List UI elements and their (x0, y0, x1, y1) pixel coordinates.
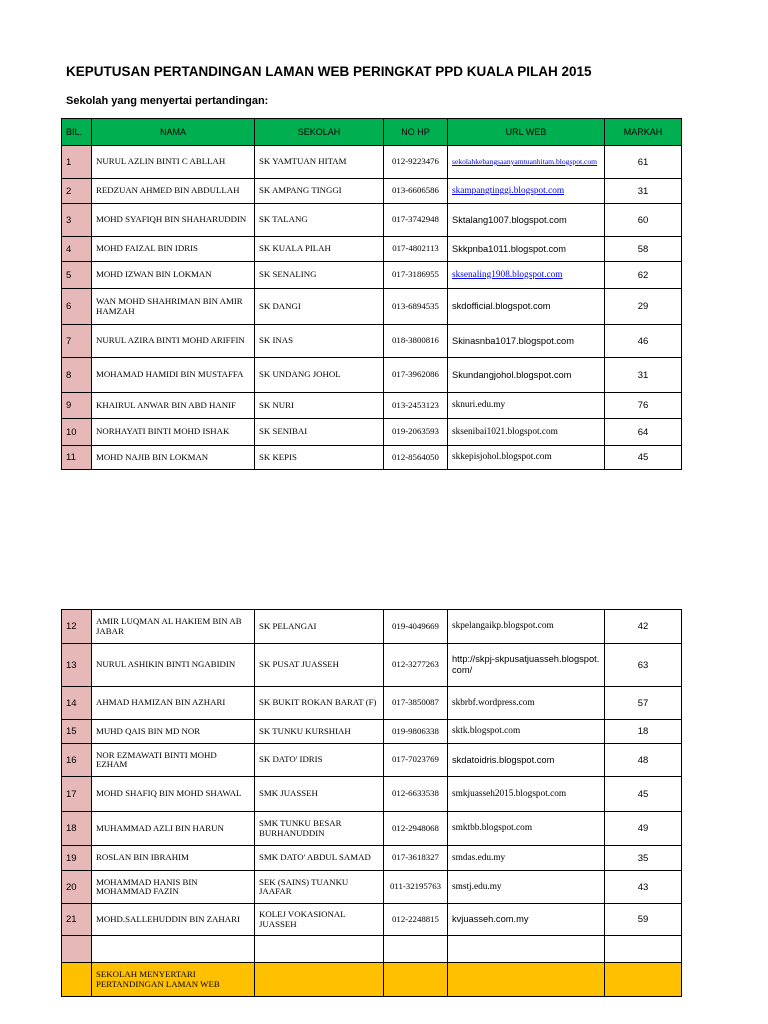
row-nama: MOHD FAIZAL BIN IDRIS (92, 237, 255, 262)
results-table-part-1 (61, 118, 682, 470)
row-no-hp: 019-9806338 (384, 720, 448, 744)
row-nama: REDZUAN AHMED BIN ABDULLAH (92, 179, 255, 204)
row-url-link[interactable]: sekolahkebangsaanyamtuanhitam.blogspot.com (448, 146, 605, 179)
row-markah: 35 (605, 846, 682, 871)
row-markah: 18 (605, 720, 682, 744)
row-no-hp: 018-3800816 (384, 325, 448, 358)
table-row (62, 812, 682, 846)
empty-cell (92, 936, 255, 963)
row-sekolah: SK TALANG (255, 204, 384, 237)
row-url: skkepisjohol.blogspot.com (448, 446, 605, 470)
row-sekolah: SK INAS (255, 325, 384, 358)
row-url: smktbb.blogspot.com (448, 812, 605, 846)
row-markah: 59 (605, 904, 682, 936)
footer-cell (448, 963, 605, 997)
row-url: http://skpj-skpusatjuasseh.blogspot.com/ (448, 644, 605, 687)
row-no-hp: 013-2453123 (384, 393, 448, 419)
row-sekolah: SK SENALING (255, 262, 384, 289)
row-url: skdatoidris.blogspot.com (448, 744, 605, 777)
row-bil: 15 (62, 720, 92, 744)
empty-cell (255, 936, 384, 963)
table-row (62, 289, 682, 325)
row-bil: 11 (62, 446, 92, 470)
row-markah: 29 (605, 289, 682, 325)
row-no-hp: 011-32195763 (384, 871, 448, 904)
row-bil: 10 (62, 419, 92, 446)
row-no-hp: 017-3850087 (384, 687, 448, 720)
table-row (62, 720, 682, 744)
row-bil (62, 936, 92, 963)
row-markah: 45 (605, 777, 682, 812)
table-row (62, 846, 682, 871)
row-no-hp: 017-3618327 (384, 846, 448, 871)
row-nama: MOHAMAD HAMIDI BIN MUSTAFFA (92, 358, 255, 393)
row-sekolah: SK TUNKU KURSHIAH (255, 720, 384, 744)
row-sekolah: SK PELANGAI (255, 610, 384, 644)
row-bil: 17 (62, 777, 92, 812)
table-row (62, 358, 682, 393)
row-nama: MOHD NAJIB BIN LOKMAN (92, 446, 255, 470)
row-no-hp: 019-2063593 (384, 419, 448, 446)
row-url: Skundangjohol.blogspot.com (448, 358, 605, 393)
row-url: skdofficial.blogspot.com (448, 289, 605, 325)
row-markah: 57 (605, 687, 682, 720)
row-no-hp: 012-2948068 (384, 812, 448, 846)
row-sekolah: SMK TUNKU BESAR BURHANUDDIN (255, 812, 384, 846)
row-markah: 63 (605, 644, 682, 687)
row-url: sknuri.edu.my (448, 393, 605, 419)
row-bil: 14 (62, 687, 92, 720)
row-no-hp: 017-7023769 (384, 744, 448, 777)
table-row (62, 871, 682, 904)
document-title: KEPUTUSAN PERTANDINGAN LAMAN WEB PERINGKAT PPD KUALA PILAH 2015 (66, 64, 592, 79)
row-bil: 2 (62, 179, 92, 204)
row-nama: NURUL ASHIKIN BINTI NGABIDIN (92, 644, 255, 687)
row-markah: 42 (605, 610, 682, 644)
row-sekolah: SK PUSAT JUASSEH (255, 644, 384, 687)
row-nama: NOR EZMAWATI BINTI MOHD EZHAM (92, 744, 255, 777)
row-nama: MOHD SHAFIQ BIN MOHD SHAWAL (92, 777, 255, 812)
empty-cell (384, 936, 448, 963)
row-no-hp: 012-8564050 (384, 446, 448, 470)
row-url: Skinasnba1017.blogspot.com (448, 325, 605, 358)
row-sekolah: SK SENIBAI (255, 419, 384, 446)
row-sekolah: SMK DATO' ABDUL SAMAD (255, 846, 384, 871)
row-bil: 5 (62, 262, 92, 289)
table-row (62, 687, 682, 720)
row-sekolah: SK KUALA PILAH (255, 237, 384, 262)
row-markah: 45 (605, 446, 682, 470)
header-sekolah: SEKOLAH (255, 119, 384, 146)
row-bil: 19 (62, 846, 92, 871)
row-no-hp: 019-4049669 (384, 610, 448, 644)
footer-bil-cell (62, 963, 92, 997)
row-markah: 31 (605, 358, 682, 393)
row-no-hp: 013-6606586 (384, 179, 448, 204)
document-subtitle: Sekolah yang menyertai pertandingan: (66, 95, 269, 107)
table-row (62, 744, 682, 777)
row-markah: 64 (605, 419, 682, 446)
row-bil: 16 (62, 744, 92, 777)
row-sekolah: SK UNDANG JOHOL (255, 358, 384, 393)
table-row (62, 644, 682, 687)
row-sekolah: SEK (SAINS) TUANKU JAAFAR (255, 871, 384, 904)
table-row (62, 610, 682, 644)
table-row (62, 237, 682, 262)
table-row (62, 904, 682, 936)
row-bil: 21 (62, 904, 92, 936)
table-row (62, 325, 682, 358)
row-no-hp: 012-9223476 (384, 146, 448, 179)
row-markah: 58 (605, 237, 682, 262)
empty-row (62, 936, 682, 963)
row-nama: ROSLAN BIN IBRAHIM (92, 846, 255, 871)
row-sekolah: SK KEPIS (255, 446, 384, 470)
table-row (62, 262, 682, 289)
row-nama: NURUL AZIRA BINTI MOHD ARIFFIN (92, 325, 255, 358)
row-nama: AHMAD HAMIZAN BIN AZHARI (92, 687, 255, 720)
row-markah: 62 (605, 262, 682, 289)
footer-cell (384, 963, 448, 997)
row-nama: MOHD.SALLEHUDDIN BIN ZAHARI (92, 904, 255, 936)
footer-cell (605, 963, 682, 997)
row-url: smdas.edu.my (448, 846, 605, 871)
results-table-part-2 (61, 609, 682, 997)
empty-cell (448, 936, 605, 963)
row-bil: 4 (62, 237, 92, 262)
header-bil: BIL. (62, 119, 92, 146)
row-no-hp: 012-3277263 (384, 644, 448, 687)
table-header-row (62, 119, 682, 146)
table-row (62, 419, 682, 446)
row-nama: NURUL AZLIN BINTI C ABLLAH (92, 146, 255, 179)
row-url: sktk.blogspot.com (448, 720, 605, 744)
row-bil: 12 (62, 610, 92, 644)
row-url: smkjuasseh2015.blogspot.com (448, 777, 605, 812)
row-nama: MUHD QAIS BIN MD NOR (92, 720, 255, 744)
row-nama: MOHAMMAD HANIS BIN MOHAMMAD FAZIN (92, 871, 255, 904)
row-markah: 31 (605, 179, 682, 204)
row-markah: 60 (605, 204, 682, 237)
row-sekolah: SK NURI (255, 393, 384, 419)
row-sekolah: SK DANGI (255, 289, 384, 325)
row-markah: 76 (605, 393, 682, 419)
row-nama: KHAIRUL ANWAR BIN ABD HANIF (92, 393, 255, 419)
row-markah: 61 (605, 146, 682, 179)
row-no-hp: 017-3186955 (384, 262, 448, 289)
row-nama: AMIR LUQMAN AL HAKIEM BIN AB JABAR (92, 610, 255, 644)
row-nama: WAN MOHD SHAHRIMAN BIN AMIR HAMZAH (92, 289, 255, 325)
row-nama: NORHAYATI BINTI MOHD ISHAK (92, 419, 255, 446)
row-bil: 6 (62, 289, 92, 325)
row-sekolah: SK BUKIT ROKAN BARAT (F) (255, 687, 384, 720)
table-row (62, 204, 682, 237)
header-url-web: URL WEB (448, 119, 605, 146)
row-bil: 9 (62, 393, 92, 419)
header-no-hp: NO HP (384, 119, 448, 146)
footer-label: SEKOLAH MENYERTARI PERTANDINGAN LAMAN WEB (92, 963, 255, 997)
table-row (62, 777, 682, 812)
row-bil: 7 (62, 325, 92, 358)
row-bil: 13 (62, 644, 92, 687)
row-url: skpelangaikp.blogspot.com (448, 610, 605, 644)
row-url: sksenibai1021.blogspot.com (448, 419, 605, 446)
footer-cell (255, 963, 384, 997)
header-nama: NAMA (92, 119, 255, 146)
row-nama: MOHD SYAFIQH BIN SHAHARUDDIN (92, 204, 255, 237)
footer-row (62, 963, 682, 997)
row-bil: 3 (62, 204, 92, 237)
row-url: smstj.edu.my (448, 871, 605, 904)
row-markah: 43 (605, 871, 682, 904)
table-row (62, 393, 682, 419)
row-no-hp: 012-2248815 (384, 904, 448, 936)
row-url-link[interactable]: sksenaling1908.blogspot.com (448, 262, 605, 289)
row-markah: 46 (605, 325, 682, 358)
empty-cell (605, 936, 682, 963)
row-nama: MOHD IZWAN BIN LOKMAN (92, 262, 255, 289)
row-bil: 18 (62, 812, 92, 846)
row-url: Skkpnba1011.blogspot.com (448, 237, 605, 262)
row-bil: 1 (62, 146, 92, 179)
table-row (62, 146, 682, 179)
row-url: Sktalang1007.blogspot.com (448, 204, 605, 237)
row-url-link[interactable]: skampangtinggi.blogspot.com (448, 179, 605, 204)
row-sekolah: SK YAMTUAN HITAM (255, 146, 384, 179)
row-no-hp: 017-3742948 (384, 204, 448, 237)
table-row (62, 179, 682, 204)
row-no-hp: 017-3962086 (384, 358, 448, 393)
row-sekolah: SK AMPANG TINGGI (255, 179, 384, 204)
row-url: skbrbf.wordpress.com (448, 687, 605, 720)
row-bil: 20 (62, 871, 92, 904)
table-row (62, 446, 682, 470)
row-sekolah: SMK JUASSEH (255, 777, 384, 812)
row-nama: MUHAMMAD AZLI BIN HARUN (92, 812, 255, 846)
row-sekolah: SK DATO' IDRIS (255, 744, 384, 777)
row-bil: 8 (62, 358, 92, 393)
row-sekolah: KOLEJ VOKASIONAL JUASSEH (255, 904, 384, 936)
row-no-hp: 013-6894535 (384, 289, 448, 325)
row-url: kvjuasseh.com.my (448, 904, 605, 936)
row-markah: 49 (605, 812, 682, 846)
row-markah: 48 (605, 744, 682, 777)
row-no-hp: 017-4802113 (384, 237, 448, 262)
header-markah: MARKAH (605, 119, 682, 146)
row-no-hp: 012-6633538 (384, 777, 448, 812)
